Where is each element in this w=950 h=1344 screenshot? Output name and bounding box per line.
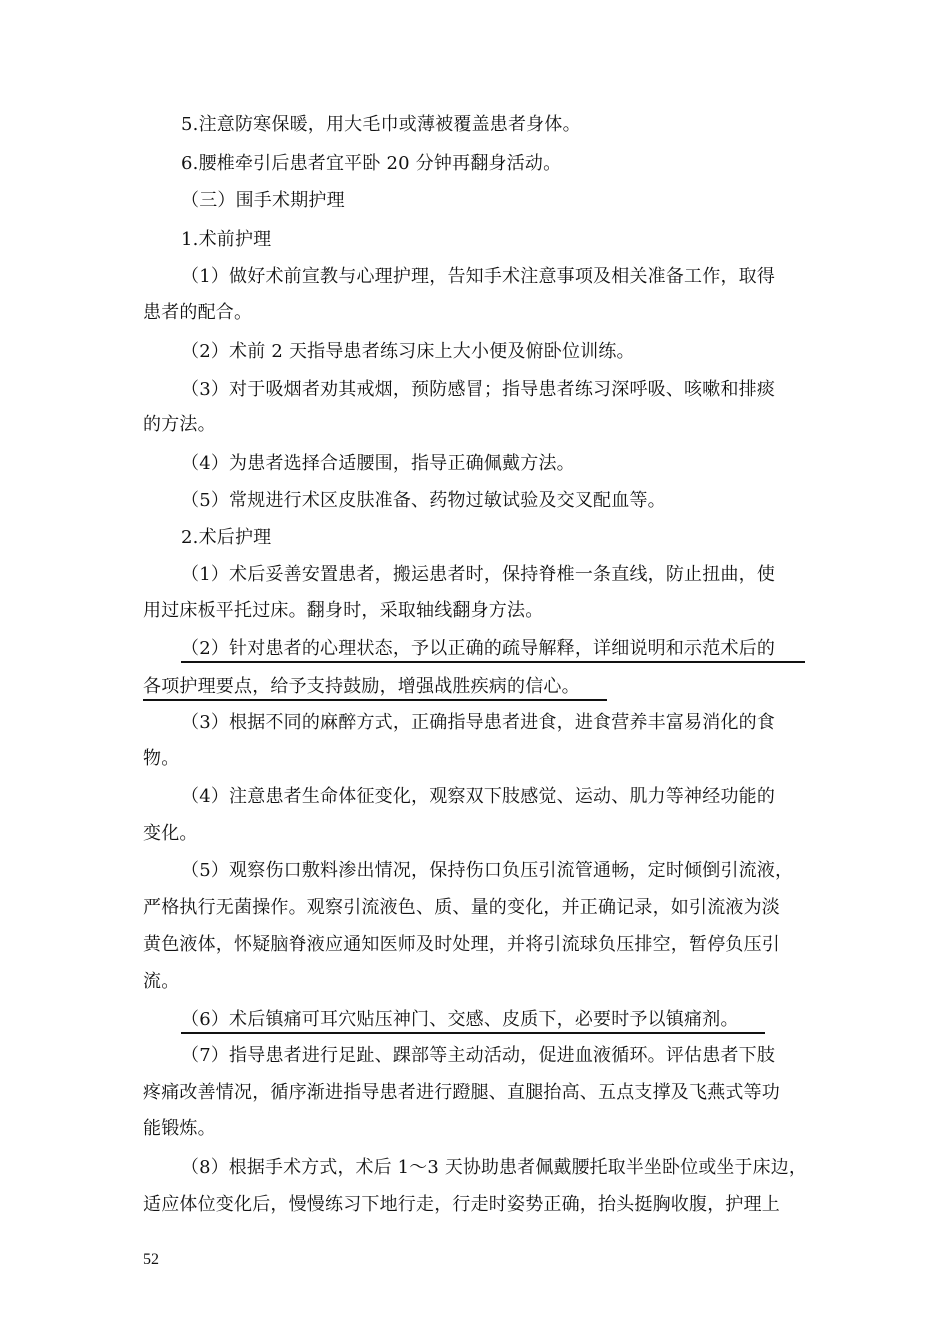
text-line: 用过床板平托过床。翻身时，采取轴线翻身方法。 <box>143 600 544 621</box>
underlined-text-line: （2）针对患者的心理状态，予以正确的疏导解释，详细说明和示范术后的 <box>181 638 776 659</box>
underlined-text-line: 各项护理要点，给予支持鼓励，增强战胜疾病的信心。 <box>143 676 580 697</box>
text-line: （1）做好术前宣教与心理护理，告知手术注意事项及相关准备工作，取得 <box>181 266 776 287</box>
text-line: （1）术后妥善安置患者，搬运患者时，保持脊椎一条直线，防止扭曲，使 <box>181 564 776 585</box>
section-heading: （三）围手术期护理 <box>181 190 345 211</box>
underline-rule <box>181 661 805 663</box>
text-line: 变化。 <box>143 823 198 844</box>
underlined-text-line: （6）术后镇痛可耳穴贴压神门、交感、皮质下，必要时予以镇痛剂。 <box>181 1009 739 1030</box>
subsection-heading: 2.术后护理 <box>181 527 272 548</box>
underline-rule <box>181 1032 765 1034</box>
text-line: （5）观察伤口敷料渗出情况，保持伤口负压引流管通畅，定时倾倒引流液， <box>181 860 794 881</box>
text-line: 流。 <box>143 971 180 992</box>
text-line: （2）术前 2 天指导患者练习床上大小便及俯卧位训练。 <box>181 341 635 362</box>
text-line: （5）常规进行术区皮肤准备、药物过敏试验及交叉配血等。 <box>181 490 666 511</box>
text-line: 能锻炼。 <box>143 1118 216 1139</box>
page-number: 52 <box>143 1251 159 1268</box>
text-line: 物。 <box>143 748 180 769</box>
text-line: 6.腰椎牵引后患者宜平卧 20 分钟再翻身活动。 <box>181 153 562 174</box>
text-line: 严格执行无菌操作。观察引流液色、质、量的变化，并正确记录，如引流液为淡 <box>143 897 780 918</box>
subsection-heading: 1.术前护理 <box>181 229 272 250</box>
text-line: 适应体位变化后，慢慢练习下地行走，行走时姿势正确，抬头挺胸收腹，护理上 <box>143 1194 780 1215</box>
text-line: （8）根据手术方式，术后 1～3 天协助患者佩戴腰托取半坐卧位或坐于床边， <box>181 1157 807 1178</box>
text-line: 黄色液体，怀疑脑脊液应通知医师及时处理，并将引流球负压排空，暂停负压引 <box>143 934 780 955</box>
underline-rule <box>143 699 607 701</box>
text-line: 5.注意防寒保暖，用大毛巾或薄被覆盖患者身体。 <box>181 114 581 135</box>
text-line: 患者的配合。 <box>143 302 253 323</box>
text-line: （7）指导患者进行足趾、踝部等主动活动，促进血液循环。评估患者下肢 <box>181 1045 776 1066</box>
text-line: （4）注意患者生命体征变化，观察双下肢感觉、运动、肌力等神经功能的 <box>181 786 776 807</box>
text-line: 疼痛改善情况，循序渐进指导患者进行蹬腿、直腿抬高、五点支撑及飞燕式等功 <box>143 1082 780 1103</box>
text-line: 的方法。 <box>143 414 216 435</box>
text-line: （3）根据不同的麻醉方式，正确指导患者进食，进食营养丰富易消化的食 <box>181 712 776 733</box>
text-line: （3）对于吸烟者劝其戒烟，预防感冒；指导患者练习深呼吸、咳嗽和排痰 <box>181 379 776 400</box>
text-line: （4）为患者选择合适腰围，指导正确佩戴方法。 <box>181 453 575 474</box>
